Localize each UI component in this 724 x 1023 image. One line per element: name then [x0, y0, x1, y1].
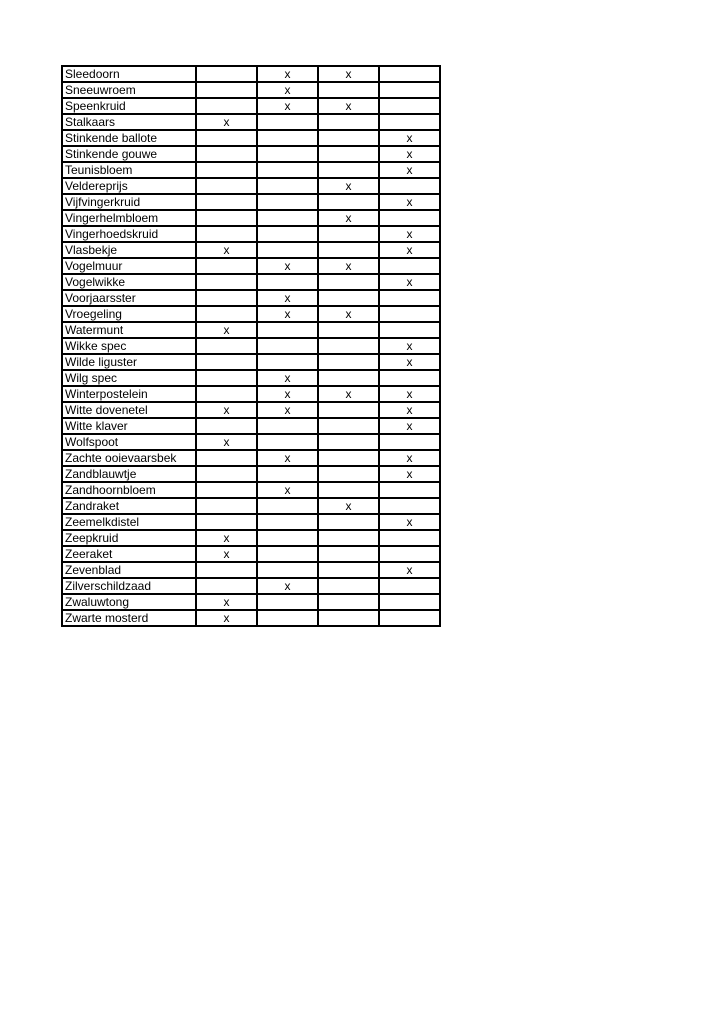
mark-cell-col-1: x: [196, 242, 257, 258]
mark-cell-col-3: x: [318, 498, 379, 514]
mark-cell-col-4: [379, 530, 440, 546]
mark-cell-col-3: [318, 530, 379, 546]
species-name-cell: Vogelwikke: [62, 274, 196, 290]
species-name-cell: Stalkaars: [62, 114, 196, 130]
table-row: [62, 322, 440, 338]
table-row: [62, 402, 440, 418]
mark-cell-col-2: [257, 418, 318, 434]
table-row: [62, 354, 440, 370]
mark-cell-col-4: [379, 594, 440, 610]
table-row: [62, 594, 440, 610]
mark-cell-col-1: [196, 178, 257, 194]
table-row: [62, 418, 440, 434]
table-row: [62, 178, 440, 194]
mark-cell-col-2: [257, 146, 318, 162]
mark-cell-col-2: x: [257, 98, 318, 114]
species-name-cell: Zandraket: [62, 498, 196, 514]
table-row: [62, 98, 440, 114]
mark-cell-col-2: [257, 498, 318, 514]
table-row: [62, 370, 440, 386]
mark-cell-col-4: x: [379, 562, 440, 578]
mark-cell-col-1: [196, 98, 257, 114]
species-name-cell: Zeepkruid: [62, 530, 196, 546]
species-name-cell: Zandblauwtje: [62, 466, 196, 482]
mark-cell-col-4: x: [379, 226, 440, 242]
mark-cell-col-1: [196, 130, 257, 146]
mark-cell-col-1: [196, 482, 257, 498]
mark-cell-col-1: [196, 370, 257, 386]
mark-cell-col-2: [257, 194, 318, 210]
mark-cell-col-4: x: [379, 402, 440, 418]
species-name-cell: Witte klaver: [62, 418, 196, 434]
species-name-cell: Witte dovenetel: [62, 402, 196, 418]
table-row: [62, 258, 440, 274]
mark-cell-col-4: x: [379, 386, 440, 402]
table-row: [62, 482, 440, 498]
table-row: [62, 466, 440, 482]
species-name-cell: Zandhoornbloem: [62, 482, 196, 498]
mark-cell-col-3: [318, 562, 379, 578]
mark-cell-col-4: x: [379, 450, 440, 466]
table-row: [62, 530, 440, 546]
table-row: [62, 194, 440, 210]
species-name-cell: Wolfspoot: [62, 434, 196, 450]
mark-cell-col-4: [379, 306, 440, 322]
mark-cell-col-3: [318, 418, 379, 434]
table-row: [62, 338, 440, 354]
mark-cell-col-1: [196, 194, 257, 210]
table-row: [62, 546, 440, 562]
mark-cell-col-4: x: [379, 274, 440, 290]
species-name-cell: Wikke spec: [62, 338, 196, 354]
mark-cell-col-2: [257, 114, 318, 130]
species-name-cell: Zwaluwtong: [62, 594, 196, 610]
mark-cell-col-3: [318, 226, 379, 242]
mark-cell-col-1: [196, 306, 257, 322]
species-name-cell: Vijfvingerkruid: [62, 194, 196, 210]
mark-cell-col-4: [379, 498, 440, 514]
mark-cell-col-4: [379, 482, 440, 498]
mark-cell-col-2: x: [257, 82, 318, 98]
table-row: [62, 274, 440, 290]
mark-cell-col-4: x: [379, 514, 440, 530]
mark-cell-col-4: x: [379, 338, 440, 354]
table-row: [62, 162, 440, 178]
mark-cell-col-1: [196, 226, 257, 242]
mark-cell-col-3: [318, 354, 379, 370]
mark-cell-col-2: x: [257, 402, 318, 418]
mark-cell-col-3: x: [318, 178, 379, 194]
mark-cell-col-3: [318, 402, 379, 418]
mark-cell-col-3: [318, 130, 379, 146]
table-row: [62, 578, 440, 594]
mark-cell-col-1: [196, 290, 257, 306]
mark-cell-col-1: x: [196, 402, 257, 418]
mark-cell-col-1: [196, 258, 257, 274]
mark-cell-col-4: [379, 178, 440, 194]
species-name-cell: Zeeraket: [62, 546, 196, 562]
table-row: [62, 434, 440, 450]
species-name-cell: Veldereprijs: [62, 178, 196, 194]
mark-cell-col-1: [196, 514, 257, 530]
table-row: [62, 146, 440, 162]
mark-cell-col-1: [196, 162, 257, 178]
species-name-cell: Speenkruid: [62, 98, 196, 114]
mark-cell-col-1: x: [196, 322, 257, 338]
table-row: [62, 498, 440, 514]
mark-cell-col-1: [196, 466, 257, 482]
mark-cell-col-2: [257, 546, 318, 562]
species-name-cell: Winterpostelein: [62, 386, 196, 402]
mark-cell-col-3: [318, 162, 379, 178]
mark-cell-col-3: [318, 242, 379, 258]
mark-cell-col-2: [257, 242, 318, 258]
species-name-cell: Vingerhelmbloem: [62, 210, 196, 226]
table-row: [62, 610, 440, 626]
species-name-cell: Zachte ooievaarsbek: [62, 450, 196, 466]
mark-cell-col-1: [196, 578, 257, 594]
mark-cell-col-4: [379, 434, 440, 450]
mark-cell-col-2: [257, 610, 318, 626]
species-name-cell: Zwarte mosterd: [62, 610, 196, 626]
mark-cell-col-2: [257, 466, 318, 482]
mark-cell-col-1: x: [196, 114, 257, 130]
mark-cell-col-3: [318, 338, 379, 354]
mark-cell-col-1: x: [196, 610, 257, 626]
mark-cell-col-2: [257, 178, 318, 194]
mark-cell-col-3: [318, 434, 379, 450]
mark-cell-col-3: [318, 466, 379, 482]
mark-cell-col-4: x: [379, 466, 440, 482]
mark-cell-col-1: [196, 386, 257, 402]
species-name-cell: Teunisbloem: [62, 162, 196, 178]
mark-cell-col-1: x: [196, 530, 257, 546]
mark-cell-col-4: x: [379, 146, 440, 162]
table-row: [62, 306, 440, 322]
mark-cell-col-1: x: [196, 434, 257, 450]
mark-cell-col-4: x: [379, 418, 440, 434]
species-name-cell: Vroegeling: [62, 306, 196, 322]
table-row: [62, 130, 440, 146]
species-name-cell: Sleedoorn: [62, 66, 196, 82]
mark-cell-col-2: [257, 130, 318, 146]
mark-cell-col-1: x: [196, 594, 257, 610]
mark-cell-col-2: x: [257, 482, 318, 498]
species-name-cell: Stinkende ballote: [62, 130, 196, 146]
mark-cell-col-3: x: [318, 258, 379, 274]
mark-cell-col-2: x: [257, 258, 318, 274]
mark-cell-col-3: x: [318, 66, 379, 82]
mark-cell-col-2: x: [257, 370, 318, 386]
mark-cell-col-3: [318, 290, 379, 306]
mark-cell-col-4: [379, 258, 440, 274]
mark-cell-col-2: [257, 562, 318, 578]
table-row: [62, 66, 440, 82]
mark-cell-col-2: [257, 226, 318, 242]
mark-cell-col-1: x: [196, 546, 257, 562]
mark-cell-col-2: [257, 354, 318, 370]
mark-cell-col-3: x: [318, 98, 379, 114]
mark-cell-col-3: x: [318, 306, 379, 322]
mark-cell-col-2: [257, 530, 318, 546]
species-name-cell: Watermunt: [62, 322, 196, 338]
mark-cell-col-3: [318, 514, 379, 530]
mark-cell-col-2: [257, 210, 318, 226]
table-row: [62, 114, 440, 130]
species-table: [61, 65, 441, 627]
mark-cell-col-2: x: [257, 306, 318, 322]
table-row: [62, 386, 440, 402]
mark-cell-col-3: [318, 322, 379, 338]
mark-cell-col-3: [318, 82, 379, 98]
table-row: [62, 514, 440, 530]
table-row: [62, 226, 440, 242]
mark-cell-col-4: [379, 290, 440, 306]
mark-cell-col-4: x: [379, 162, 440, 178]
mark-cell-col-4: [379, 322, 440, 338]
mark-cell-col-1: [196, 82, 257, 98]
mark-cell-col-2: [257, 162, 318, 178]
mark-cell-col-4: x: [379, 354, 440, 370]
mark-cell-col-1: [196, 66, 257, 82]
mark-cell-col-4: [379, 370, 440, 386]
mark-cell-col-4: [379, 82, 440, 98]
mark-cell-col-4: [379, 66, 440, 82]
mark-cell-col-3: [318, 482, 379, 498]
mark-cell-col-1: [196, 354, 257, 370]
species-name-cell: Zevenblad: [62, 562, 196, 578]
table-row: [62, 562, 440, 578]
species-name-cell: Vlasbekje: [62, 242, 196, 258]
mark-cell-col-2: [257, 434, 318, 450]
species-name-cell: Vingerhoedskruid: [62, 226, 196, 242]
mark-cell-col-2: x: [257, 450, 318, 466]
mark-cell-col-2: [257, 594, 318, 610]
mark-cell-col-3: [318, 546, 379, 562]
mark-cell-col-2: x: [257, 66, 318, 82]
mark-cell-col-1: [196, 338, 257, 354]
mark-cell-col-3: x: [318, 386, 379, 402]
mark-cell-col-4: [379, 98, 440, 114]
mark-cell-col-2: x: [257, 578, 318, 594]
mark-cell-col-4: [379, 610, 440, 626]
table-row: [62, 82, 440, 98]
mark-cell-col-2: [257, 338, 318, 354]
mark-cell-col-3: [318, 610, 379, 626]
species-name-cell: Voorjaarsster: [62, 290, 196, 306]
table-row: [62, 242, 440, 258]
mark-cell-col-4: [379, 210, 440, 226]
table-row: [62, 210, 440, 226]
mark-cell-col-2: x: [257, 386, 318, 402]
mark-cell-col-3: [318, 370, 379, 386]
species-name-cell: Wilg spec: [62, 370, 196, 386]
mark-cell-col-4: [379, 114, 440, 130]
mark-cell-col-3: [318, 450, 379, 466]
mark-cell-col-1: [196, 210, 257, 226]
mark-cell-col-1: [196, 274, 257, 290]
species-name-cell: Sneeuwroem: [62, 82, 196, 98]
species-name-cell: Vogelmuur: [62, 258, 196, 274]
species-table-body: [62, 66, 440, 626]
mark-cell-col-3: [318, 194, 379, 210]
species-name-cell: Zilverschildzaad: [62, 578, 196, 594]
species-name-cell: Zeemelkdistel: [62, 514, 196, 530]
mark-cell-col-3: [318, 274, 379, 290]
mark-cell-col-1: [196, 418, 257, 434]
mark-cell-col-4: [379, 546, 440, 562]
mark-cell-col-4: [379, 578, 440, 594]
mark-cell-col-1: [196, 562, 257, 578]
mark-cell-col-4: x: [379, 130, 440, 146]
mark-cell-col-1: [196, 146, 257, 162]
mark-cell-col-2: [257, 514, 318, 530]
mark-cell-col-3: [318, 146, 379, 162]
mark-cell-col-2: [257, 274, 318, 290]
table-row: [62, 450, 440, 466]
species-name-cell: Wilde liguster: [62, 354, 196, 370]
mark-cell-col-3: [318, 578, 379, 594]
mark-cell-col-3: [318, 114, 379, 130]
species-name-cell: Stinkende gouwe: [62, 146, 196, 162]
mark-cell-col-4: x: [379, 242, 440, 258]
mark-cell-col-2: x: [257, 290, 318, 306]
mark-cell-col-1: [196, 498, 257, 514]
mark-cell-col-2: [257, 322, 318, 338]
table-row: [62, 290, 440, 306]
mark-cell-col-3: x: [318, 210, 379, 226]
mark-cell-col-1: [196, 450, 257, 466]
mark-cell-col-3: [318, 594, 379, 610]
mark-cell-col-4: x: [379, 194, 440, 210]
